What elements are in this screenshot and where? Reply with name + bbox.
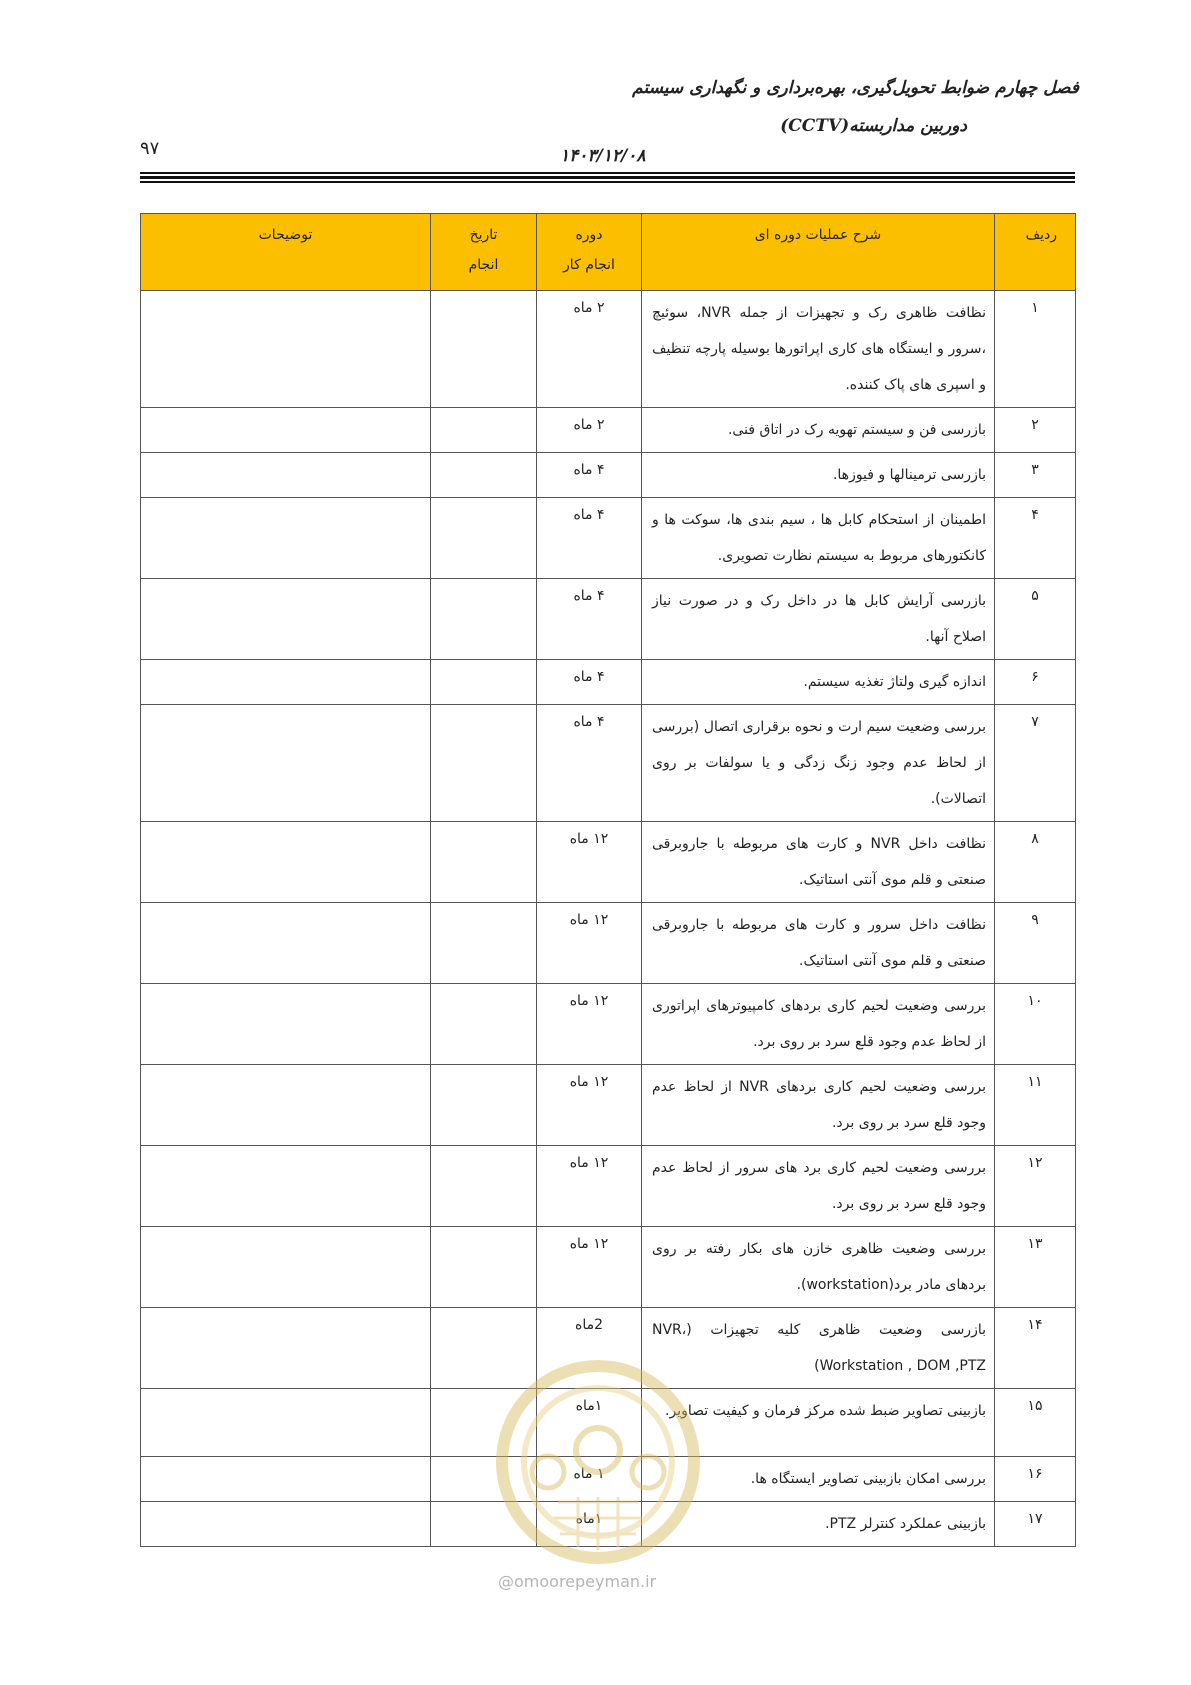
row-notes <box>141 1227 431 1308</box>
table-row <box>141 822 1076 903</box>
header-period-line1: دوره <box>575 227 603 243</box>
table-row <box>141 660 1076 705</box>
row-description: نظافت ظاهری رک و تجهیزات از جمله NVR، سوئیچ ،سرور و ایستگاه های کاری اپراتورها بوسیله پارچه تنظیف و اسپری های پاک کننده. <box>642 291 995 408</box>
table-row <box>141 498 1076 579</box>
header-row-number <box>995 214 1076 291</box>
row-number: ۱۴ <box>995 1308 1076 1389</box>
row-period: ۱ماه <box>537 1389 642 1457</box>
table-row <box>141 1389 1076 1457</box>
row-period: ۱۲ ماه <box>537 903 642 984</box>
row-notes <box>141 822 431 903</box>
row-period: ۴ ماه <box>537 498 642 579</box>
row-notes <box>141 1146 431 1227</box>
row-period: ۱ماه <box>537 1502 642 1547</box>
row-period: ۴ ماه <box>537 660 642 705</box>
header-date-line2: انجام <box>468 257 499 273</box>
row-period: ۴ ماه <box>537 705 642 822</box>
row-notes <box>141 705 431 822</box>
header-period <box>537 214 642 291</box>
row-number: ۲ <box>995 408 1076 453</box>
row-number: ۱۲ <box>995 1146 1076 1227</box>
header-row-number-label: ردیف <box>1025 227 1057 243</box>
table-row <box>141 1502 1076 1547</box>
row-period: 2ماه <box>537 1308 642 1389</box>
row-date <box>431 1065 537 1146</box>
header-rule-bottom <box>140 181 1075 183</box>
row-description: بازرسی وضعیت ظاهری کلیه تجهیزات (NVR، Workstation , DOM ,PTZ) <box>642 1308 995 1389</box>
row-description: بازرسی ترمینالها و فیوزها. <box>642 453 995 498</box>
row-notes <box>141 408 431 453</box>
header-notes <box>141 214 431 291</box>
watermark-site: @omoorepeyman.ir <box>498 1572 657 1591</box>
header-date <box>431 214 537 291</box>
row-notes <box>141 1308 431 1389</box>
row-period: ۲ ماه <box>537 291 642 408</box>
row-description: بررسی وضعیت لحیم کاری بردهای کامپیوترهای اپراتوری از لحاظ عدم وجود قلع سرد بر روی برد. <box>642 984 995 1065</box>
row-date <box>431 903 537 984</box>
row-number: ۱۵ <box>995 1389 1076 1457</box>
row-number: ۸ <box>995 822 1076 903</box>
row-date <box>431 1502 537 1547</box>
row-period: ۱۲ ماه <box>537 1146 642 1227</box>
table-row <box>141 984 1076 1065</box>
row-date <box>431 498 537 579</box>
table-row <box>141 579 1076 660</box>
row-number: ۶ <box>995 660 1076 705</box>
table-header-row <box>141 214 1076 291</box>
row-date <box>431 1389 537 1457</box>
subsystem-title: دوربین مداربسته(CCTV) <box>780 116 967 136</box>
row-date <box>431 1146 537 1227</box>
row-date <box>431 660 537 705</box>
row-period: ۴ ماه <box>537 579 642 660</box>
row-date <box>431 1457 537 1502</box>
row-number: ۱۱ <box>995 1065 1076 1146</box>
row-description: بازرسی آرایش کابل ها در داخل رک و در صورت نیاز اصلاح آنها. <box>642 579 995 660</box>
row-date <box>431 1227 537 1308</box>
page-header <box>0 0 1191 200</box>
row-description: بررسی امکان بازبینی تصاویر ایستگاه ها. <box>642 1457 995 1502</box>
row-notes <box>141 1389 431 1457</box>
row-period: ۱ ماه <box>537 1457 642 1502</box>
row-description: اندازه گیری ولتاژ تغذیه سیستم. <box>642 660 995 705</box>
row-description: بررسی وضعیت سیم ارت و نحوه برقراری اتصال (بررسی از لحاظ عدم وجود زنگ زدگی و یا سولفات بر روی اتصالات). <box>642 705 995 822</box>
table-row <box>141 705 1076 822</box>
row-description: بازبینی تصاویر ضبط شده مرکز فرمان و کیفیت تصاویر. <box>642 1389 995 1457</box>
row-number: ۱ <box>995 291 1076 408</box>
row-notes <box>141 498 431 579</box>
row-number: ۱۶ <box>995 1457 1076 1502</box>
row-date <box>431 705 537 822</box>
header-period-line2: انجام کار <box>563 257 615 273</box>
row-number: ۱۰ <box>995 984 1076 1065</box>
row-notes <box>141 291 431 408</box>
row-description: اطمینان از استحکام کابل ها ، سیم بندی ها، سوکت ها و کانکتورهای مربوط به سیستم نظارت تصویری. <box>642 498 995 579</box>
row-notes <box>141 660 431 705</box>
row-description: بررسی وضعیت لحیم کاری برد های سرور از لحاظ عدم وجود قلع سرد بر روی برد. <box>642 1146 995 1227</box>
row-period: ۱۲ ماه <box>537 1065 642 1146</box>
table-row <box>141 1308 1076 1389</box>
row-notes <box>141 1065 431 1146</box>
row-number: ۵ <box>995 579 1076 660</box>
row-date <box>431 291 537 408</box>
row-number: ۹ <box>995 903 1076 984</box>
table-row <box>141 1457 1076 1502</box>
row-description: نظافت داخل سرور و کارت های مربوطه با جاروبرقی صنعتی و قلم موی آنتی استاتیک. <box>642 903 995 984</box>
page-number: ۹۷ <box>140 138 160 159</box>
header-rule-middle <box>140 176 1075 179</box>
table-row <box>141 1227 1076 1308</box>
row-date <box>431 408 537 453</box>
row-description: بازرسی فن و سیستم تهویه رک در اتاق فنی. <box>642 408 995 453</box>
row-period: ۴ ماه <box>537 453 642 498</box>
row-period: ۱۲ ماه <box>537 1227 642 1308</box>
row-notes <box>141 453 431 498</box>
row-number: ۱۷ <box>995 1502 1076 1547</box>
maintenance-table <box>140 213 1076 1547</box>
row-number: ۴ <box>995 498 1076 579</box>
row-period: ۲ ماه <box>537 408 642 453</box>
row-notes <box>141 1502 431 1547</box>
row-period: ۱۲ ماه <box>537 822 642 903</box>
row-period: ۱۲ ماه <box>537 984 642 1065</box>
row-notes <box>141 1457 431 1502</box>
row-date <box>431 984 537 1065</box>
table-row <box>141 1146 1076 1227</box>
row-date <box>431 453 537 498</box>
row-date <box>431 1308 537 1389</box>
row-notes <box>141 984 431 1065</box>
row-date <box>431 822 537 903</box>
row-number: ۷ <box>995 705 1076 822</box>
header-description-label: شرح عملیات دوره ای <box>754 227 882 243</box>
table-row <box>141 453 1076 498</box>
row-description: بازبینی عملکرد کنترلر PTZ. <box>642 1502 995 1547</box>
row-description: بررسی وضعیت ظاهری خازن های بکار رفته بر روی بردهای مادر برد(workstation). <box>642 1227 995 1308</box>
table-row <box>141 903 1076 984</box>
table-row <box>141 291 1076 408</box>
row-notes <box>141 903 431 984</box>
header-rule-top <box>140 172 1075 174</box>
header-description <box>642 214 995 291</box>
row-description: نظافت داخل NVR و کارت های مربوطه با جاروبرقی صنعتی و قلم موی آنتی استاتیک. <box>642 822 995 903</box>
row-number: ۱۳ <box>995 1227 1076 1308</box>
row-number: ۳ <box>995 453 1076 498</box>
row-description: بررسی وضعیت لحیم کاری بردهای NVR از لحاظ عدم وجود قلع سرد بر روی برد. <box>642 1065 995 1146</box>
row-notes <box>141 579 431 660</box>
document-date: ۱۴۰۳/۱۲/۰۸ <box>560 146 646 166</box>
row-date <box>431 579 537 660</box>
table-row <box>141 408 1076 453</box>
header-notes-label: توضیحات <box>258 227 313 243</box>
chapter-title: فصل چهارم ضوابط تحویل‌گیری، بهره‌برداری و نگهداری سیستم <box>632 78 1079 98</box>
table-row <box>141 1065 1076 1146</box>
header-date-line1: تاریخ <box>469 227 498 243</box>
